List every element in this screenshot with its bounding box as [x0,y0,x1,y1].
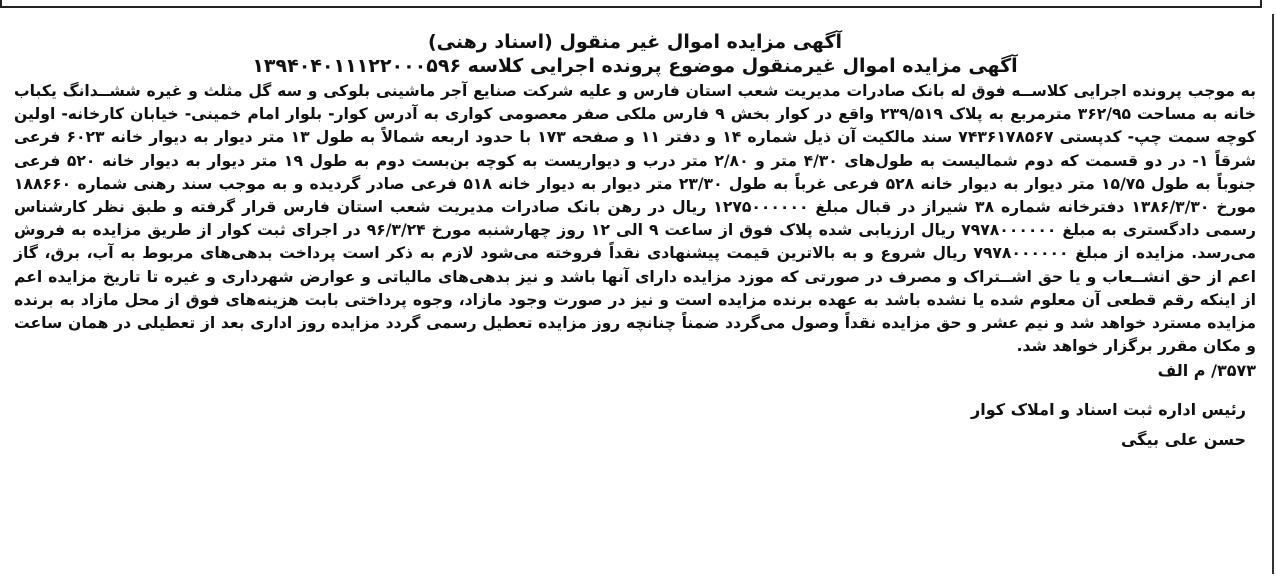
signatory-name: حسن علی بیگی [1120,429,1246,449]
notice-subtitle: آگهی مزایده اموال غیرمنقول موضوع پرونده اجرایی کلاسه ۱۳۹۴۰۴۰۱۱۱۲۲۰۰۰۵۹۶ [252,55,1018,77]
notice-paragraph: به موجب پرونده اجرایی کلاســه فوق له بانک صادرات مدیریت شعب استان فارس و علیه شرکت صنایع آجر ماشینی بلوکی و سه گل مثلث و غیره ششــدانگ یکباب خانه به مساحت ۳۶۲/۹۵ مترمربع به پلاک ۲۳۹/۵۱۹ واقع در کوار بخش ۹ فارس ملکی صفر معصومی کواری به آدرس کوار- بلوار امام خمینی- خیابان کارخانه- اولین کوچه سمت چپ- کدپستی ۷۴۳۶۱۷۸۵۶۷ سند مالکیت آن ذیل شماره ۱۴ و دفتر ۱۱ و صفحه ۱۷۳ با حدود اربعه شمالاً به طول ۱۳ متر دیوار به دیوار خانه ۶۰۲۳ فرعی شرقاً ۱- در دو قسمت که دوم شمالیست به طول‌های ۴/۳۰ متر و ۲/۸۰ متر درب و دیواریست به کوچه بن‌بست دوم به طول ۱۹ متر دیوار به دیوار خانه ۵۲۰ فرعی جنوباً به طول ۱۵/۷۵ متر دیوار به دیوار خانه ۵۲۸ فرعی غرباً به طول ۲۳/۳۰ متر دیوار به دیوار خانه ۵۱۸ فرعی صادر گردیده و به موجب سند رهنی شماره ۱۸۸۶۶۰ مورخ ۱۳۸۶/۳/۳۰ دفترخانه شماره ۳۸ شیراز در قبال مبلغ ۱۲۷۵۰۰۰۰۰۰ ریال در رهن بانک صادرات مدیریت شعب استان فارس قرار گرفته و طبق نظر کارشناس رسمی دادگستری به مبلغ ۷۹۷۸۰۰۰۰۰۰ ریال ارزیابی شده پلاک فوق از ساعت ۹ الی ۱۲ روز چهارشنبه مورخ ۹۶/۳/۲۴ در اجرای ثبت کوار از طریق مزایده به فروش می‌رسد. مزایده از مبلغ ۷۹۷۸۰۰۰۰۰۰ ریال شروع و به بالاترین قیمت پیشنهادی نقداً فروخته می‌شود لازم به ذکر است پرداخت بدهی‌های مربوط به آب، برق، گاز اعم از حق انشــعاب و یا حق اشــتراک و مصرف در صورتی که موزد مزایده دارای آنها باشد و نیز بدهی‌های مالیاتی و عوارض شهرداری و غیره تا تاریخ مزایده اعم از اینکه رقم قطعی آن معلوم شده یا نشده باشد به عهده برنده مزایده است و نیز در صورت وجود مازاد، وجوه پرداختی بابت هزینه‌های فوق از محل مازاد به برنده مزایده مسترد خواهد شد و نیم عشر و حق مزایده نقداً وصول می‌گردد ضمناً چنانچه روز مزایده تعطیل رسمی گردد مزایده روز اداری بعد از تعطیلی در همان ساعت و مکان مقرر برگزار خواهد شد. [14,82,1257,356]
reference-number: ۳۵۷۳/ م الف [1157,361,1256,381]
notice-document [14,30,1256,580]
notice-title: آگهی مزایده اموال غیر منقول (اسناد رهنی) [427,31,843,53]
right-frame-border [1272,14,1274,574]
signatory-title: رئیس اداره ثبت اسناد و املاک کوار [971,399,1246,419]
notice-body [14,80,1256,383]
top-frame-border [0,0,1262,8]
signature-block [14,395,1246,455]
